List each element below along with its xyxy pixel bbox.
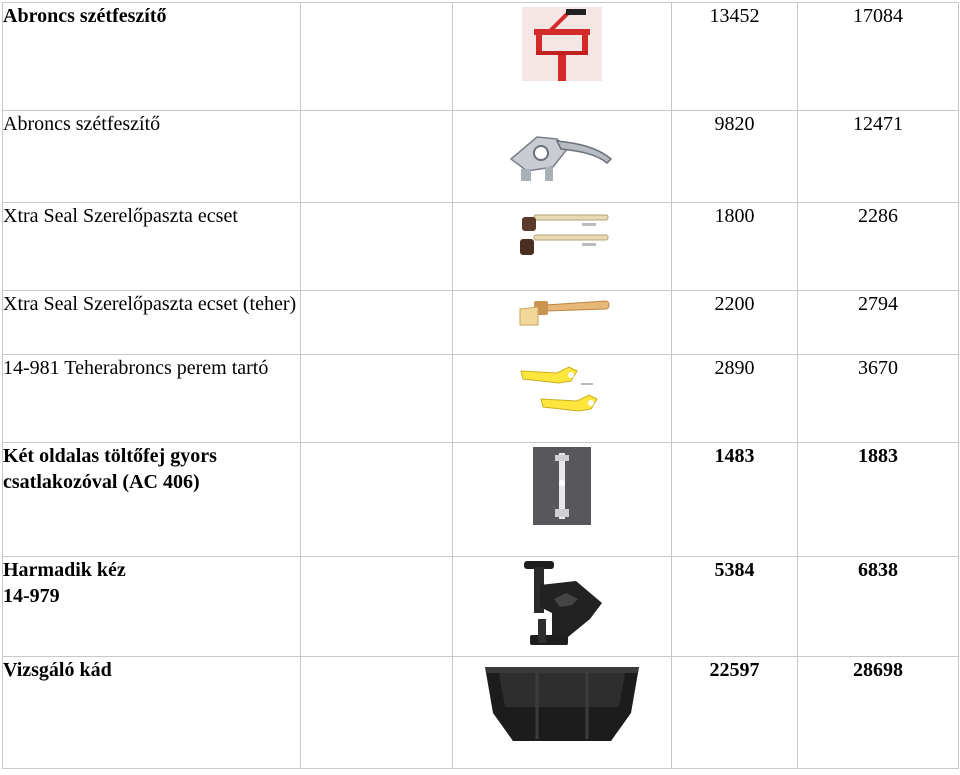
product-name: Két oldalas töltőfej gyors csatlakozóval (AC 406) (3, 443, 301, 557)
empty-cell (301, 443, 453, 557)
price-net: 2890 (672, 355, 798, 443)
table-row (3, 203, 959, 291)
price-gross: 17084 (798, 3, 959, 111)
price-gross: 6838 (798, 557, 959, 657)
empty-cell (301, 291, 453, 355)
table-row (3, 657, 959, 769)
table-row (3, 291, 959, 355)
empty-cell (301, 355, 453, 443)
empty-cell (301, 3, 453, 111)
paste-brush-pair-icon (512, 209, 612, 261)
price-gross: 3670 (798, 355, 959, 443)
price-gross: 2286 (798, 203, 959, 291)
price-net: 13452 (672, 3, 798, 111)
product-name: 14-981 Teherabroncs perem tartó (3, 355, 301, 443)
paste-brush-truck-icon (512, 295, 612, 329)
inflator-chuck-icon (533, 447, 591, 525)
price-net: 9820 (672, 111, 798, 203)
empty-cell (301, 203, 453, 291)
product-price-table (2, 2, 959, 769)
product-name: Abroncs szétfeszítő (3, 3, 301, 111)
price-net: 2200 (672, 291, 798, 355)
price-gross: 2794 (798, 291, 959, 355)
product-name: Harmadik kéz 14-979 (3, 557, 301, 657)
price-gross: 28698 (798, 657, 959, 769)
table-row (3, 443, 959, 557)
price-net: 1483 (672, 443, 798, 557)
price-gross: 1883 (798, 443, 959, 557)
table-row (3, 355, 959, 443)
product-name: Vizsgáló kád (3, 657, 301, 769)
table-row (3, 3, 959, 111)
test-tub-icon (481, 661, 643, 745)
price-gross: 12471 (798, 111, 959, 203)
price-net: 22597 (672, 657, 798, 769)
table-row (3, 111, 959, 203)
table-row (3, 557, 959, 657)
product-name: Abroncs szétfeszítő (3, 111, 301, 203)
empty-cell (301, 657, 453, 769)
product-name: Xtra Seal Szerelőpaszta ecset (teher) (3, 291, 301, 355)
bead-breaker-tool-icon (507, 119, 617, 185)
third-hand-clamp-icon (516, 559, 608, 653)
price-net: 5384 (672, 557, 798, 657)
bead-holder-yellow-icon (517, 361, 607, 417)
product-name: Xtra Seal Szerelőpaszta ecset (3, 203, 301, 291)
empty-cell (301, 111, 453, 203)
price-net: 1800 (672, 203, 798, 291)
tire-spreader-red-icon (522, 7, 602, 81)
empty-cell (301, 557, 453, 657)
